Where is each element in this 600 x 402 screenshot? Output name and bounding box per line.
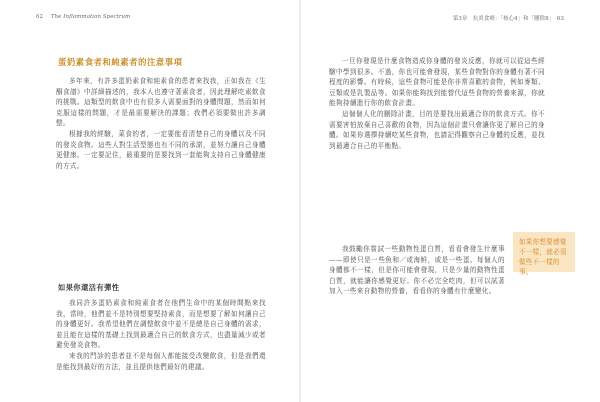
right-body-block-2 <box>329 244 505 297</box>
left-running-head <box>36 14 130 20</box>
pull-quote-text: 如果你想要感覺不一樣，就必須做些不一樣的事。 <box>519 238 567 276</box>
left-paragraph-3: 我同許多蛋奶素食和純素食者在他們生命中的某個時間點來找我，當時，他們並不是特別想要堅持素食，而是想要了解如何讓自己的身體更好。我希望他們在調整飲食中並不是總是自己身體的需求，並且能在這樣的基礎上找到最適合自己的飲食方式，也盡量減少或者避免發炎食物。 <box>56 299 266 350</box>
right-page <box>301 0 600 402</box>
pull-quote-box <box>513 232 575 276</box>
left-body-block-1 <box>56 76 266 171</box>
left-body-block-2 <box>56 298 266 372</box>
left-page <box>0 0 299 402</box>
left-page-number: 62 <box>36 14 44 20</box>
left-paragraph-4: 來我的門診的患者並不是每個人都能接受改變飲食，但是我們還是能找到最好的方法，並且提供他們最好的建議。 <box>56 351 266 371</box>
left-paragraph-1: 多年來，有許多蛋奶素食和純素食的患者來找我，正如我在《生酮食譜》中詳細描述的，我本人也遵守著素食者，因此理解吃素飲食的挑戰。這類型的飲食中也有很多人需要面對的身體問題，然而如何克服這樣的問題，才是最需要解決的課題；我們必須要做出許多調整。 <box>56 77 266 128</box>
section-heading: 蛋奶素食者和純素者的注意事項 <box>58 57 183 67</box>
right-paragraph-3: 我鼓勵你嘗試一些動物性蛋白質，看看會發生什麼事——即使只是一些魚和／或海鮮，或是一些蛋。每個人的身體都不一樣，但是你可能會發現，只是少量的動物性蛋白質，就能讓你感覺更好。你不必完全吃肉，但可以試著加入一些來自動物的營養，看看你的身體有什麼變化。 <box>329 245 505 296</box>
right-paragraph-2: 這個個人化的刪除計畫，目的是要找出最適合你的飲食方式。你不需要害怕放棄自己喜歡的食物，因為這個計畫只會讓你更了解自己的身體。如果你選擇持續吃某些食物，也請記得觀察自己身體的反應，並找到最適合自己的平衡點。 <box>329 109 545 150</box>
right-paragraph-1: 一旦你發現是什麼食物造成你身體的發炎反應，你就可以從這些經驗中學到很多。不過，你也可能會發現，某些食物對你的身體有著不同程度的影響。有時候，這些食物可能是你非常喜歡的食物，例如麥類、豆類或是乳製品等。如果你能夠找到能替代這些食物的營養來源，你就能夠持續進行你的飲食計畫。 <box>329 57 545 108</box>
right-running-head: 第3章 抗炎食療：「核心4」和「刪除8」 63 <box>452 16 564 22</box>
left-paragraph-2: 根據我的經驗，菜食的者，一定要能看清楚自己的身體以及不同的發炎食物。這些人對生活型態也有不同的承諾，並努力讓自己身體更健康。一定要記住，最重要的是要找到一套能夠支持自己身體健康的方式。 <box>56 129 266 170</box>
sub-heading: 如果你還活有彈性 <box>58 283 120 292</box>
book-title: The Inflammation Spectrum <box>50 14 131 20</box>
right-body-block-1 <box>329 56 545 151</box>
